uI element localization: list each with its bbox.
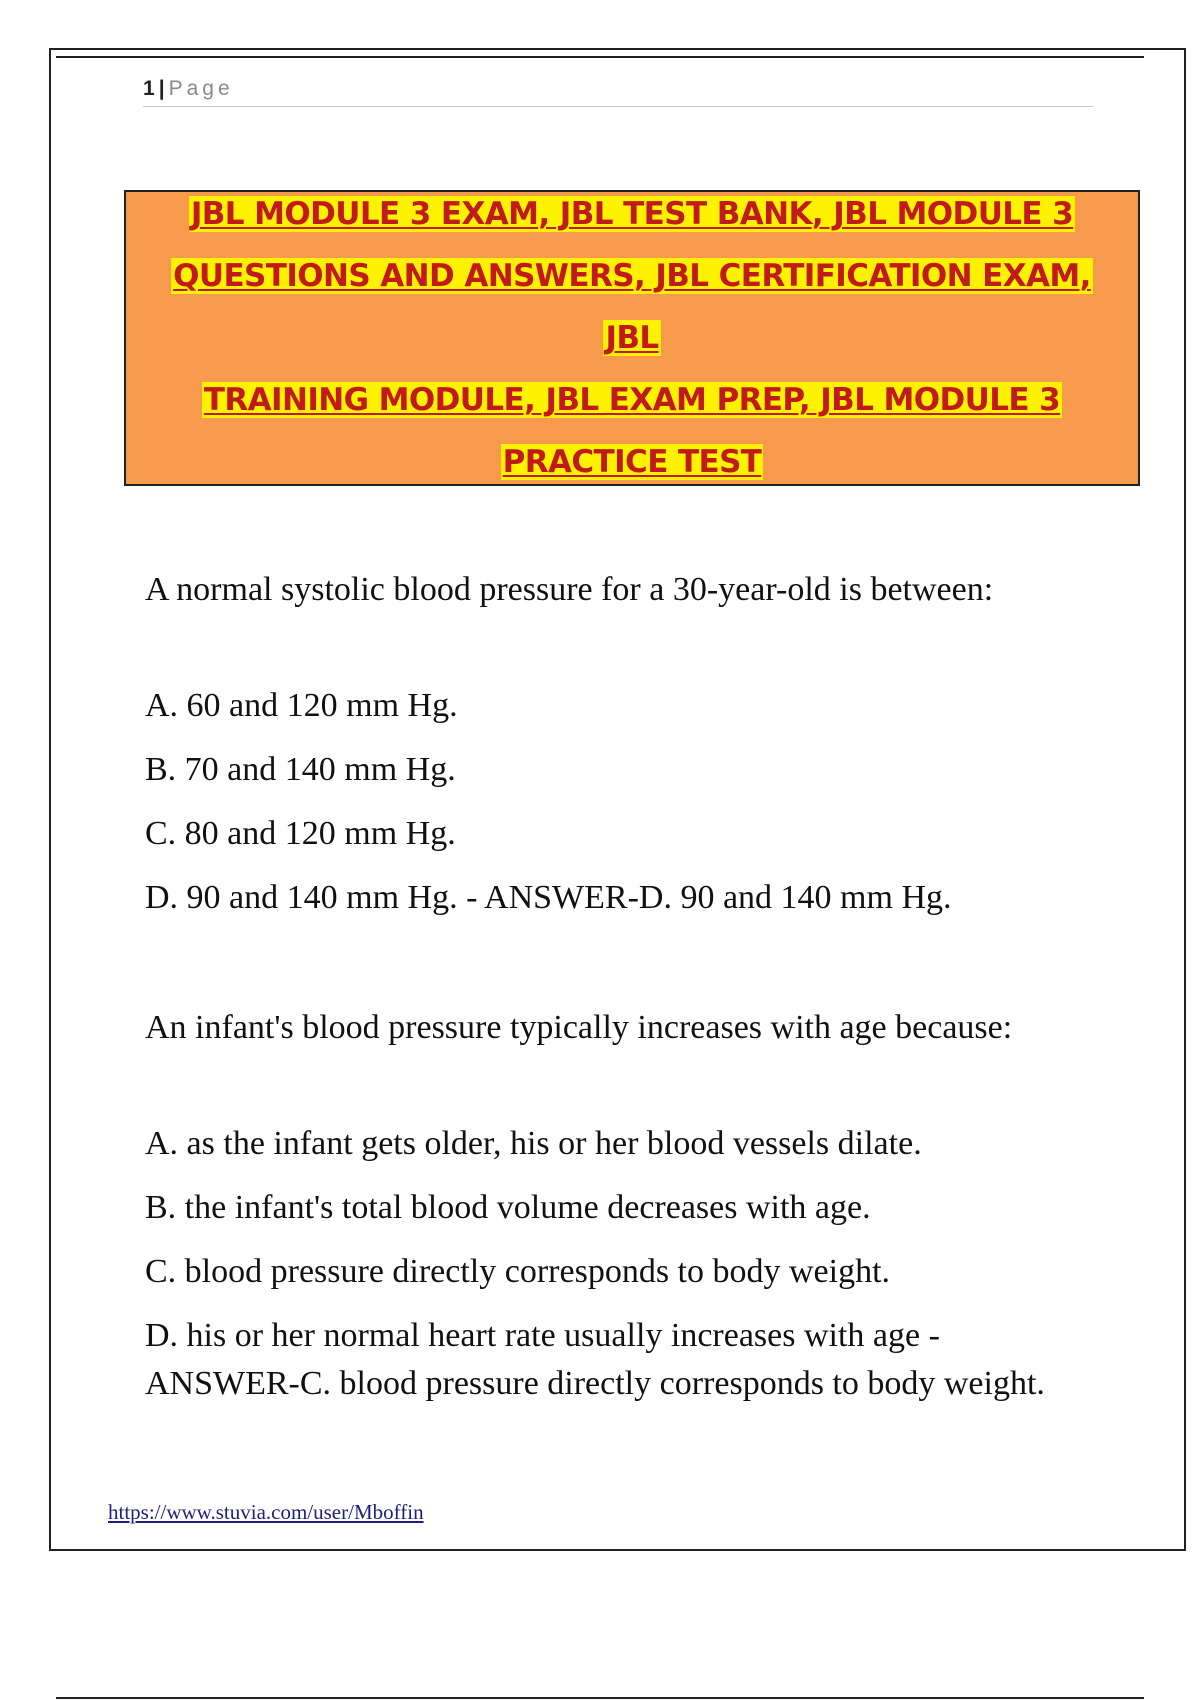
answer-option: D. his or her normal heart rate usually increases with age - ANSWER-C. blood pressure directly corresponds to body weight.	[145, 1317, 1045, 1402]
title-line: QUESTIONS AND ANSWERS, JBL CERTIFICATION EXAM, JBL	[173, 258, 1091, 356]
top-rule	[56, 56, 1144, 58]
answer-option: B. the infant's total blood volume decreases with age.	[145, 1189, 871, 1226]
page-label: Page	[168, 77, 234, 100]
answer-option: C. blood pressure directly corresponds to body weight.	[145, 1253, 891, 1290]
title-banner	[124, 190, 1140, 486]
answer-option: A. as the infant gets older, his or her blood vessels dilate.	[145, 1125, 922, 1162]
page-number: 1	[143, 77, 155, 100]
title-line: JBL MODULE 3 EXAM, JBL TEST BANK, JBL MODULE 3	[190, 196, 1074, 232]
answer-option: A. 60 and 120 mm Hg.	[145, 687, 458, 724]
answer-option: C. 80 and 120 mm Hg.	[145, 815, 456, 852]
question-block	[145, 1004, 1095, 1408]
page-header	[143, 74, 1093, 107]
question-text: An infant's blood pressure typically increases with age because:	[145, 1009, 1013, 1046]
header-separator: |	[158, 77, 165, 100]
source-link[interactable]: https://www.stuvia.com/user/Mboffin	[108, 1500, 424, 1524]
bottom-rule	[56, 1697, 1144, 1699]
answer-option: D. 90 and 140 mm Hg. - ANSWER-D. 90 and 140 mm Hg.	[145, 879, 952, 916]
document-title	[147, 183, 1117, 493]
answer-option: B. 70 and 140 mm Hg.	[145, 751, 456, 788]
question-block	[145, 566, 1095, 922]
question-list	[145, 566, 1095, 1408]
title-line: TRAINING MODULE, JBL EXAM PREP, JBL MODULE 3	[203, 382, 1061, 418]
question-text: A normal systolic blood pressure for a 30-year-old is between:	[145, 571, 994, 608]
title-line: PRACTICE TEST	[502, 444, 762, 480]
